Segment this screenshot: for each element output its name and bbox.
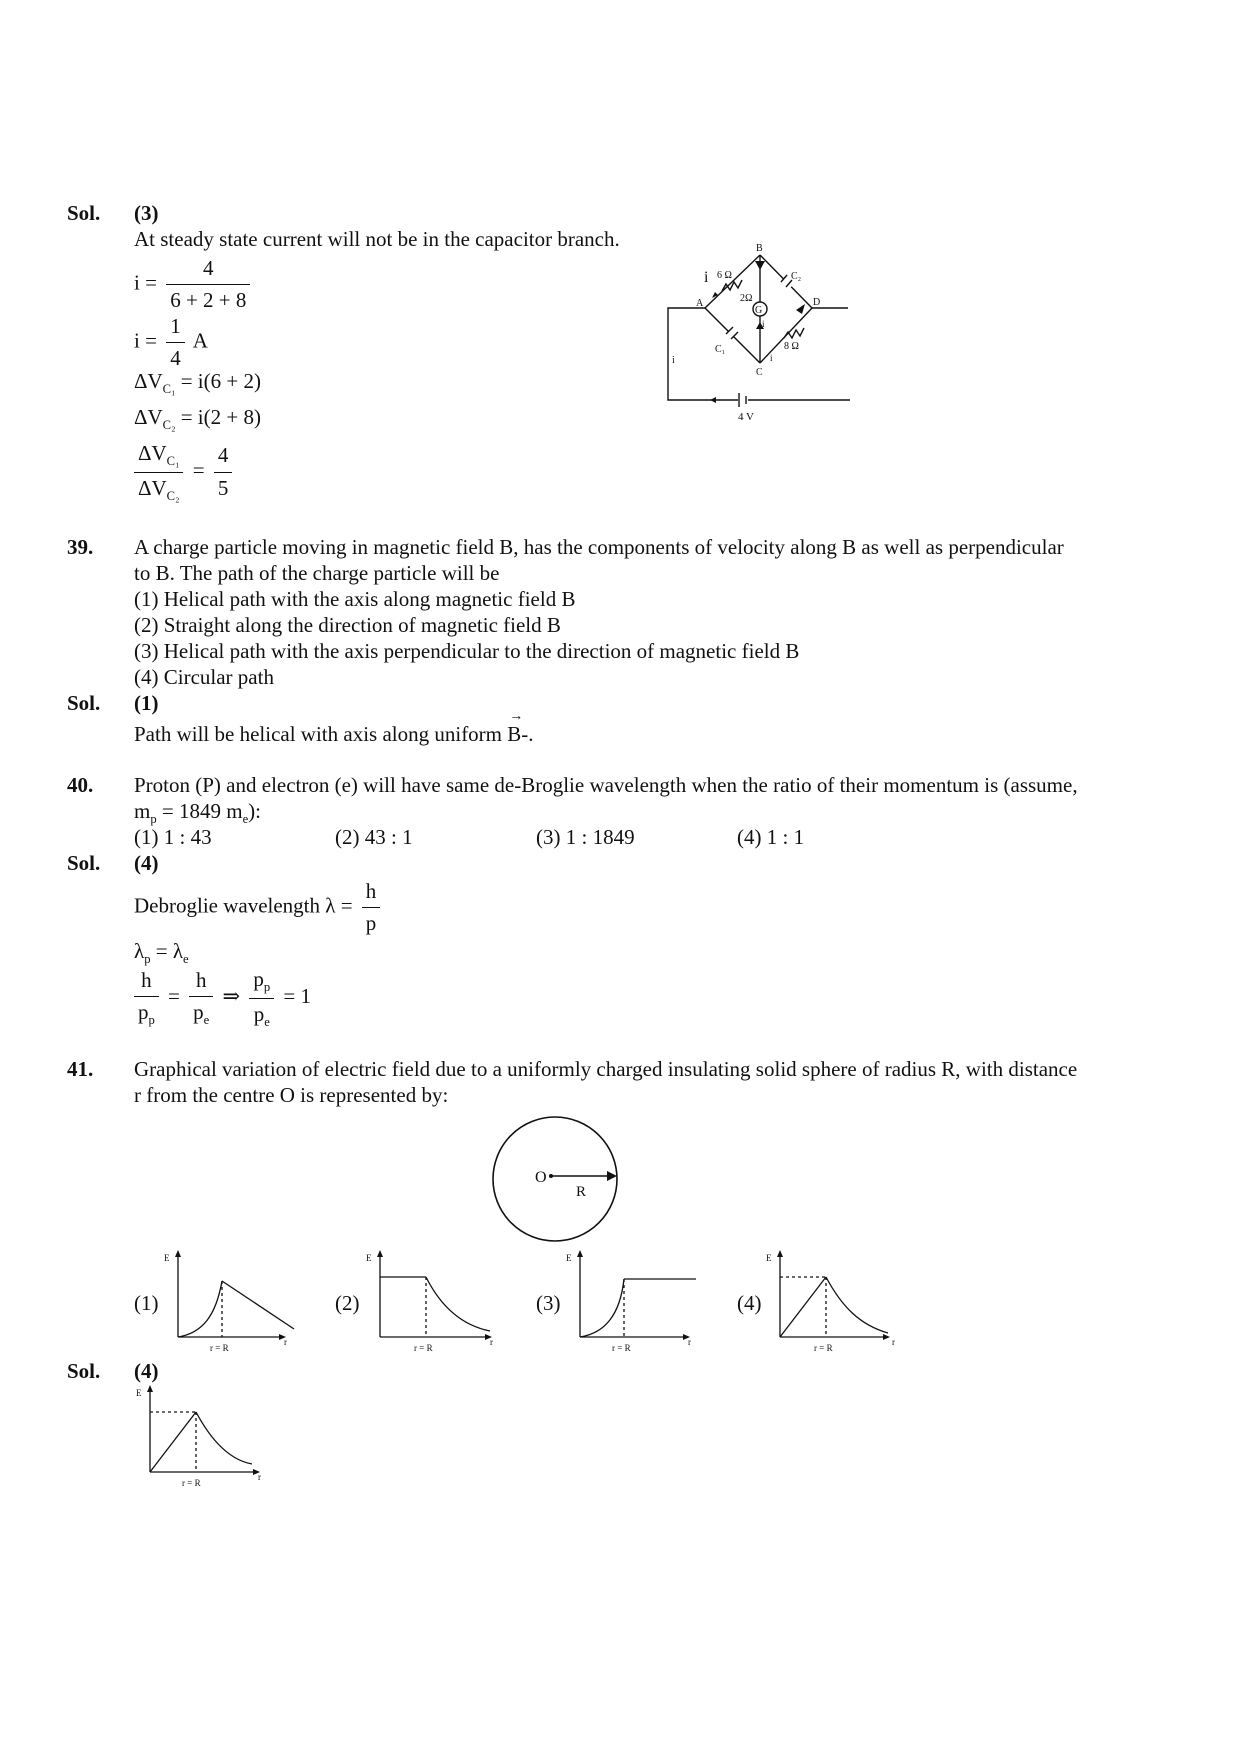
sol-label: Sol. <box>67 851 101 875</box>
x-arrow <box>883 1334 890 1340</box>
radius-label: R <box>576 1184 587 1200</box>
option-1-graph <box>158 1245 308 1357</box>
center-label: O <box>535 1169 547 1186</box>
sol-text: At steady state current will not be in the capacitor branch. <box>134 227 620 251</box>
option-2-graph <box>360 1245 510 1357</box>
axis-x-label: r <box>892 1337 895 1347</box>
numerator: h <box>141 968 152 993</box>
sphere-outline <box>493 1117 617 1241</box>
circuit-left-wire <box>668 308 850 400</box>
current-label: i <box>770 353 773 363</box>
resistor-8-ohm-label: 8 Ω <box>784 341 799 352</box>
numerator <box>249 966 274 998</box>
question-text: Graphical variation of electric field due to a uniformly charged insulating solid sphere of radius R, with distance <box>134 1057 1078 1081</box>
sol-answer: (4) <box>134 1359 159 1383</box>
node-c-label: C <box>756 367 763 378</box>
circuit-diagram <box>660 238 860 428</box>
graph-curve-inside <box>178 1281 222 1337</box>
voltage-c1-equation <box>134 368 261 398</box>
axis-y-label: E <box>766 1253 772 1263</box>
subscript: p <box>150 812 157 827</box>
sol-answer: (4) <box>134 851 159 875</box>
vector-b <box>507 709 524 748</box>
sol-label: Sol. <box>67 691 101 715</box>
numerator: h <box>195 968 207 993</box>
subscript: p <box>144 952 151 967</box>
graph-curve-outside <box>826 1277 888 1333</box>
current-value-equation <box>134 313 208 373</box>
unit: A <box>192 328 208 353</box>
denominator <box>189 996 213 1029</box>
axis-y-label: E <box>164 1253 170 1263</box>
numerator: 1 <box>170 314 181 338</box>
subscript: p <box>148 1013 155 1028</box>
axis-y-label: E <box>566 1253 572 1263</box>
current-label: i <box>704 269 709 286</box>
text: ): <box>248 799 261 823</box>
denominator <box>134 472 183 505</box>
question-number: 41. <box>67 1057 94 1081</box>
subscript: e <box>183 952 189 967</box>
fraction <box>166 313 185 373</box>
battery-label: 4 V <box>738 411 754 423</box>
symbol: ΔV <box>134 405 163 429</box>
symbol: ΔV <box>138 441 167 465</box>
voltage-c2-equation <box>134 404 261 434</box>
fraction <box>134 967 159 1029</box>
axis-x-label: r <box>688 1337 691 1347</box>
option-1-label: (1) <box>134 1291 159 1315</box>
fraction <box>134 440 183 504</box>
subscript: e <box>203 1013 210 1028</box>
current-arrow <box>710 397 716 403</box>
option-3-label: (3) <box>536 1291 561 1315</box>
symbol: p <box>138 1000 149 1025</box>
y-arrow <box>175 1250 181 1257</box>
fraction <box>214 442 233 502</box>
numerator <box>134 440 183 472</box>
current-label: i <box>672 355 675 366</box>
resistor-8-ohm <box>784 328 804 338</box>
symbol: p <box>253 1001 265 1026</box>
option-2: (2) Straight along the direction of magnetic field B <box>134 613 561 637</box>
symbol: ΔV <box>134 369 163 393</box>
option-2-label: (2) <box>335 1291 360 1315</box>
option-3-graph <box>560 1245 710 1357</box>
result: = 1 <box>283 983 311 1008</box>
graph-curve-outside <box>196 1412 252 1464</box>
sol-label: Sol. <box>67 1359 101 1383</box>
question-text: A charge particle moving in magnetic field B, has the components of velocity along B as well as perpendicular <box>134 535 1064 559</box>
denominator: 5 <box>214 472 233 502</box>
tick-label: r = R <box>612 1343 631 1353</box>
symbol: ΔV <box>138 475 167 500</box>
option-4-graph <box>760 1245 910 1357</box>
momentum-ratio-equation <box>130 966 311 1030</box>
current-label: i <box>762 319 765 329</box>
option-4: (4) Circular path <box>134 665 274 689</box>
equals: = <box>168 983 180 1008</box>
current-arrow <box>755 261 765 270</box>
symbol: m <box>134 799 151 823</box>
fraction <box>166 255 250 315</box>
denominator <box>249 998 274 1031</box>
wavelength-equality <box>134 938 189 968</box>
option-3: (3) 1 : 1849 <box>536 825 635 849</box>
debroglie-equation <box>134 878 384 938</box>
symbol: p <box>193 1000 204 1025</box>
option-4: (4) 1 : 1 <box>737 825 805 849</box>
node-d-label: D <box>813 297 821 308</box>
vector-symbol: B <box>507 722 522 746</box>
subscript: e <box>264 1014 270 1029</box>
radius-arrowhead <box>607 1171 617 1181</box>
galvanometer-label: G <box>755 305 763 316</box>
sol-text <box>134 709 534 748</box>
subscript: C₁ <box>166 454 180 469</box>
y-arrow <box>147 1385 153 1392</box>
text: = 1849 m <box>156 799 243 823</box>
option-3: (3) Helical path with the axis perpendicular to the direction of magnetic field B <box>134 639 800 663</box>
graph-line-inside <box>150 1412 196 1472</box>
axis-y-label: E <box>366 1253 372 1263</box>
node-b-label: B <box>756 243 763 254</box>
denominator <box>134 996 159 1029</box>
y-arrow <box>577 1250 583 1257</box>
fraction <box>249 966 274 1030</box>
eq-lhs: i = <box>134 270 157 295</box>
numerator: 4 <box>203 256 214 280</box>
y-arrow <box>377 1250 383 1257</box>
sphere-diagram <box>488 1112 622 1246</box>
implies-symbol: ⇒ <box>222 983 241 1008</box>
tick-label: r = R <box>182 1478 201 1488</box>
question-text: to B. The path of the charge particle will be <box>134 561 500 585</box>
capacitor-c2-label: C₂ <box>791 271 802 282</box>
question-text: r from the centre O is represented by: <box>134 1083 449 1107</box>
numerator: 4 <box>217 443 229 468</box>
subscript: e <box>242 812 249 827</box>
option-1: (1) Helical path with the axis along magnetic field B <box>134 587 576 611</box>
subscript: C₂ <box>162 418 176 433</box>
question-number: 39. <box>67 535 94 559</box>
denominator: 4 <box>166 342 185 372</box>
sol-answer: (1) <box>134 691 159 715</box>
sol-text-main: Path will be helical with axis along uniform <box>134 722 503 746</box>
current-equation <box>134 255 254 315</box>
question-text: Proton (P) and electron (e) will have same de-Broglie wavelength when the ratio of their momentum is (assume, <box>134 773 1078 797</box>
eq-rhs: = i(6 + 2) <box>180 369 261 393</box>
numerator: h <box>365 879 377 903</box>
equals: = <box>192 457 205 482</box>
graph-curve-outside <box>426 1277 490 1331</box>
graph-curve-inside <box>580 1279 624 1337</box>
subscript: p <box>263 980 271 995</box>
resistor-2-ohm-label: 2Ω <box>740 293 753 304</box>
node-a-label: A <box>696 298 704 309</box>
option-1: (1) 1 : 43 <box>134 825 212 849</box>
capacitor-c1-label: C₁ <box>715 344 726 355</box>
fraction <box>189 967 213 1029</box>
denominator: 6 + 2 + 8 <box>166 284 250 314</box>
question-number: 40. <box>67 773 94 797</box>
fraction <box>362 878 381 938</box>
subscript: C₁ <box>162 382 176 397</box>
vector-arrow: → <box>509 709 524 724</box>
graph-line-outside <box>222 1281 294 1329</box>
symbol: p <box>253 967 264 991</box>
axis-y-label: E <box>136 1388 142 1398</box>
subscript: C₂ <box>166 488 180 503</box>
axis-x-label: r <box>490 1337 493 1347</box>
axis-x-label: r <box>284 1337 287 1347</box>
denominator: p <box>362 907 381 937</box>
current-arrow <box>796 304 805 314</box>
text: Debroglie wavelength λ = <box>134 893 353 918</box>
eq-lhs: i = <box>134 328 157 353</box>
axis-x-label: r <box>258 1472 261 1482</box>
sol-label: Sol. <box>67 201 101 225</box>
tick-label: r = R <box>814 1343 833 1353</box>
graph-line-inside <box>780 1277 826 1337</box>
sol-text-tail: -. <box>521 722 534 746</box>
text: = λ <box>150 939 184 963</box>
option-4-label: (4) <box>737 1291 762 1315</box>
tick-label: r = R <box>210 1343 229 1353</box>
resistor-6-ohm-label: 6 Ω <box>717 270 732 281</box>
option-2: (2) 43 : 1 <box>335 825 413 849</box>
symbol: λ <box>134 939 145 963</box>
y-arrow <box>777 1250 783 1257</box>
eq-rhs: = i(2 + 8) <box>180 405 261 429</box>
solution-graph <box>130 1380 280 1492</box>
tick-label: r = R <box>414 1343 433 1353</box>
sol-answer: (3) <box>134 201 159 225</box>
voltage-ratio-equation <box>130 440 236 504</box>
